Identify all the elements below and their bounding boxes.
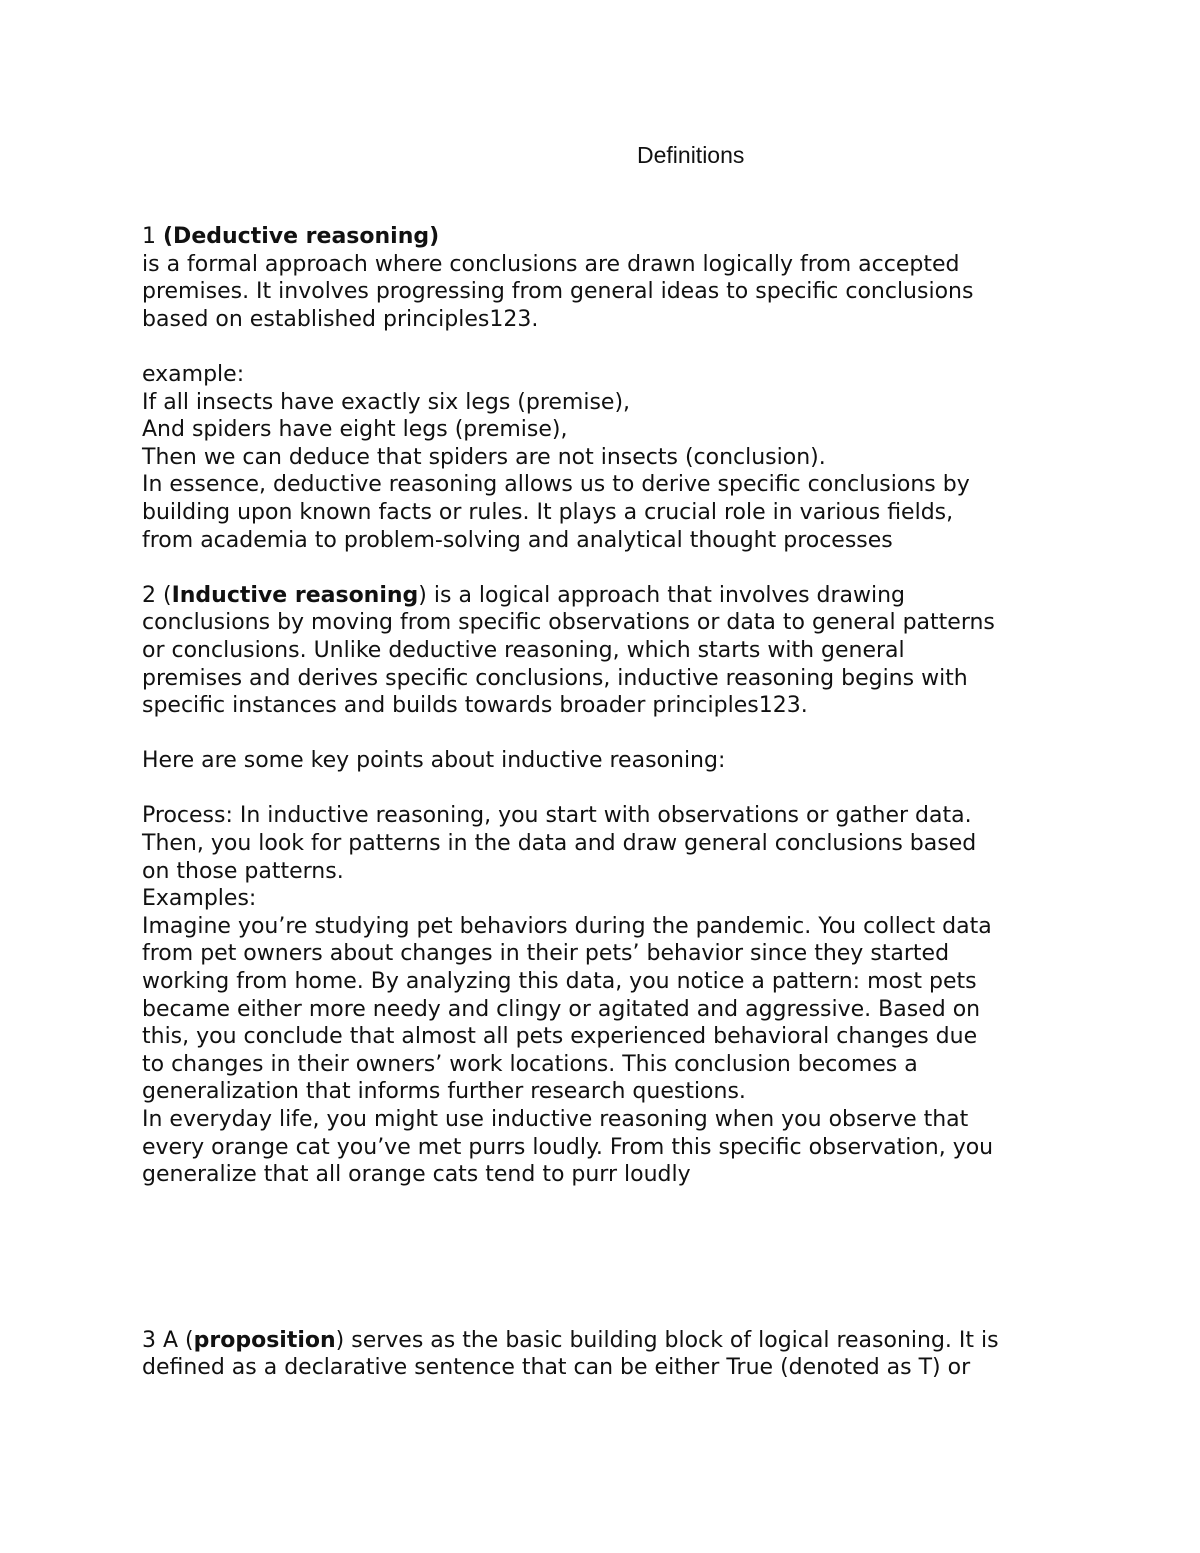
spacer bbox=[142, 775, 1082, 803]
inductive-example-line-3: working from home. By analyzing this data, you notice a pattern: most pets bbox=[142, 969, 977, 995]
key-points-heading: Here are some key points about inductive reasoning: bbox=[142, 748, 726, 774]
deductive-line-1: is a formal approach where conclusions are drawn logically from accepted bbox=[142, 251, 960, 277]
deductive-example-line-3: Then we can deduce that spiders are not insects (conclusion). bbox=[142, 444, 826, 470]
inductive-example-line-9: every orange cat you’ve met purrs loudly. From this specific observation, you bbox=[142, 1134, 994, 1160]
inductive-example-line-4: became either more needy and clingy or agitated and aggressive. Based on bbox=[142, 996, 981, 1022]
deductive-line-3: based on established principles123. bbox=[142, 306, 539, 332]
process-line-2: Then, you look for patterns in the data and draw general conclusions based bbox=[142, 831, 977, 857]
process-line-3: on those patterns. bbox=[142, 858, 344, 884]
proposition-line-1-rest: ) serves as the basic building block of logical reasoning. It is bbox=[335, 1327, 999, 1353]
proposition-heading bbox=[142, 1327, 1082, 1355]
inductive-line-3: or conclusions. Unlike deductive reasoning, which starts with general bbox=[142, 637, 905, 663]
inductive-line-2: conclusions by moving from specific observations or data to general patterns bbox=[142, 610, 995, 636]
spacer bbox=[142, 333, 1082, 361]
proposition-term: proposition bbox=[193, 1327, 336, 1353]
deductive-example-label: example: bbox=[142, 361, 245, 387]
inductive-example-line-8: In everyday life, you might use inductive reasoning when you observe that bbox=[142, 1107, 969, 1132]
inductive-number: 2 ( bbox=[142, 582, 172, 608]
inductive-example-line-6: to changes in their owners’ work locations. This conclusion becomes a bbox=[142, 1051, 918, 1077]
inductive-line-4: premises and derives specific conclusions, inductive reasoning begins with bbox=[142, 665, 968, 691]
inductive-term: Inductive reasoning bbox=[171, 582, 419, 608]
deductive-heading bbox=[142, 223, 1082, 251]
proposition-number: 3 A ( bbox=[142, 1327, 194, 1353]
spacer bbox=[142, 720, 1082, 748]
document-body bbox=[142, 223, 1082, 1382]
inductive-example-line-2: from pet owners about changes in their pets’ behavior since they started bbox=[142, 941, 950, 967]
inductive-line-1-rest: ) is a logical approach that involves drawing bbox=[418, 582, 906, 608]
deductive-example-line-4: In essence, deductive reasoning allows us to derive specific conclusions by bbox=[142, 472, 970, 498]
deductive-example-line-2: And spiders have eight legs (premise), bbox=[142, 417, 568, 443]
inductive-heading bbox=[142, 582, 1082, 610]
inductive-line-5: specific instances and builds towards broader principles123. bbox=[142, 693, 808, 719]
deductive-term: (Deductive reasoning) bbox=[163, 224, 440, 249]
inductive-example-line-5: this, you conclude that almost all pets experienced behavioral changes due bbox=[142, 1024, 978, 1050]
deductive-line-2: premises. It involves progressing from general ideas to specific conclusions bbox=[142, 279, 974, 305]
inductive-example-line-1: Imagine you’re studying pet behaviors during the pandemic. You collect data bbox=[142, 913, 992, 939]
spacer bbox=[142, 554, 1082, 582]
spacer bbox=[142, 1189, 1082, 1327]
examples-label: Examples: bbox=[142, 886, 257, 912]
page-title: Definitions bbox=[637, 142, 745, 168]
inductive-example-line-10: generalize that all orange cats tend to purr loudly bbox=[142, 1162, 691, 1188]
deductive-example-line-1: If all insects have exactly six legs (premise), bbox=[142, 389, 631, 415]
proposition-line-2: defined as a declarative sentence that can be either True (denoted as T) or bbox=[142, 1355, 971, 1381]
deductive-number: 1 bbox=[142, 224, 163, 249]
inductive-example-line-7: generalization that informs further research questions. bbox=[142, 1079, 746, 1105]
deductive-example-line-6: from academia to problem-solving and analytical thought processes bbox=[142, 527, 893, 553]
deductive-example-line-5: building upon known facts or rules. It plays a crucial role in various fields, bbox=[142, 499, 954, 525]
process-line-1: Process: In inductive reasoning, you start with observations or gather data. bbox=[142, 803, 972, 829]
